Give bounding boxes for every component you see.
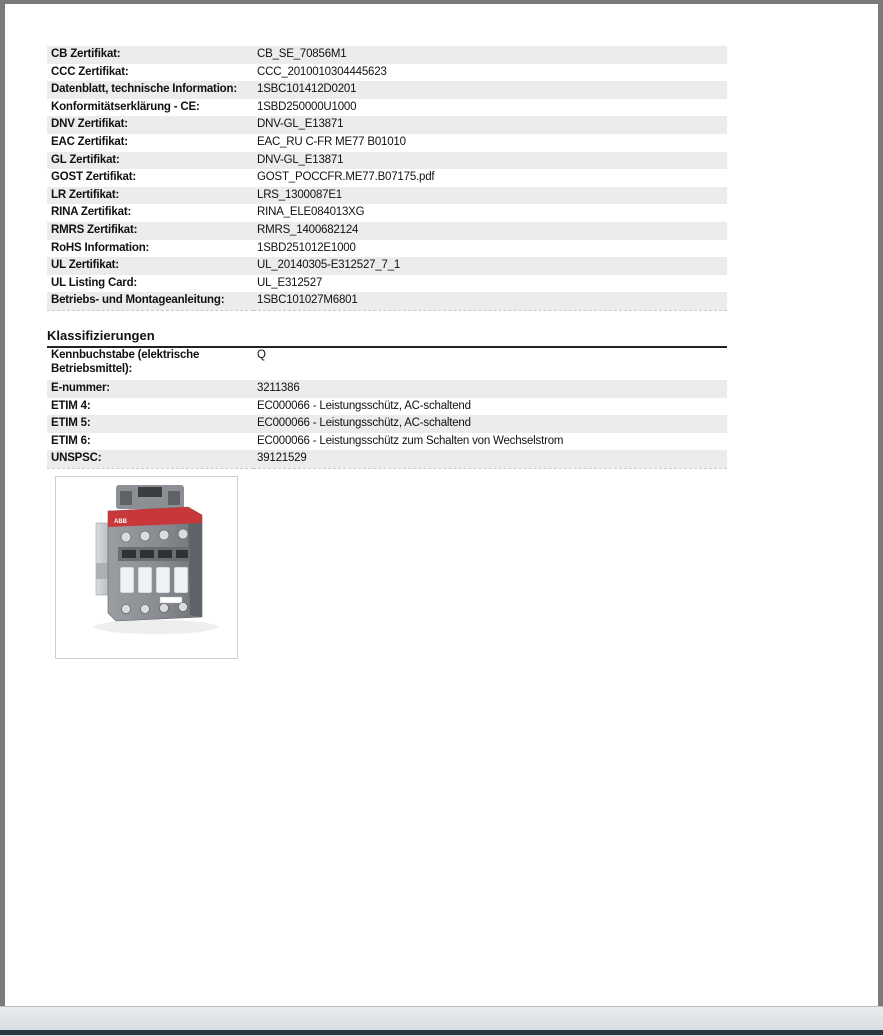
- taskbar-edge: [0, 1030, 883, 1035]
- row-label: UNSPSC:: [47, 450, 253, 468]
- table-row: [47, 348, 727, 380]
- product-image: [55, 476, 238, 659]
- table-row: [47, 46, 727, 64]
- row-value[interactable]: LRS_1300087E1: [253, 187, 727, 205]
- row-label: RoHS Information:: [47, 240, 253, 258]
- table-row: [47, 204, 727, 222]
- row-label: Datenblatt, technische Information:: [47, 81, 253, 99]
- row-label: UL Listing Card:: [47, 275, 253, 293]
- table-row: [47, 116, 727, 134]
- certificates-table: [47, 46, 727, 311]
- table-row: [47, 134, 727, 152]
- row-value[interactable]: 1SBC101412D0201: [253, 81, 727, 99]
- row-value[interactable]: UL_E312527: [253, 275, 727, 293]
- table-row: [47, 240, 727, 258]
- row-value[interactable]: GOST_POCCFR.ME77.B07175.pdf: [253, 169, 727, 187]
- row-value: EC000066 - Leistungsschütz zum Schalten von Wechselstrom: [253, 433, 727, 451]
- row-value[interactable]: RINA_ELE084013XG: [253, 204, 727, 222]
- table-row: [47, 433, 727, 451]
- table-row: [47, 415, 727, 433]
- row-value[interactable]: EAC_RU C-FR ME77 B01010: [253, 134, 727, 152]
- row-value: EC000066 - Leistungsschütz, AC-schaltend: [253, 398, 727, 416]
- table-row: [47, 398, 727, 416]
- row-label: CCC Zertifikat:: [47, 64, 253, 82]
- row-label: ETIM 5:: [47, 415, 253, 433]
- section-title: Klassifizierungen: [47, 328, 727, 348]
- table-row: [47, 64, 727, 82]
- row-value[interactable]: CB_SE_70856M1: [253, 46, 727, 64]
- table-row: [47, 152, 727, 170]
- row-label: GL Zertifikat:: [47, 152, 253, 170]
- row-value[interactable]: CCC_2010010304445623: [253, 64, 727, 82]
- row-label: E-nummer:: [47, 380, 253, 398]
- row-value[interactable]: 1SBD250000U1000: [253, 99, 727, 117]
- row-value: 3211386: [253, 380, 727, 398]
- row-value[interactable]: DNV-GL_E13871: [253, 152, 727, 170]
- table-row: [47, 81, 727, 99]
- row-label: ETIM 6:: [47, 433, 253, 451]
- document-page: [5, 4, 878, 1006]
- row-value: Q: [253, 348, 727, 380]
- table-row: [47, 275, 727, 293]
- table-row: [47, 187, 727, 205]
- table-row: [47, 380, 727, 398]
- row-label: Betriebs- und Montageanleitung:: [47, 292, 253, 310]
- row-value[interactable]: RMRS_1400682124: [253, 222, 727, 240]
- table-row: [47, 292, 727, 310]
- brand-logo: ABB: [114, 519, 127, 525]
- table-row: [47, 222, 727, 240]
- row-label: Konformitätserklärung - CE:: [47, 99, 253, 117]
- table-row: [47, 257, 727, 275]
- row-value[interactable]: 1SBC101027M6801: [253, 292, 727, 310]
- table-row: [47, 169, 727, 187]
- contactor-product-photo-icon: [56, 477, 237, 658]
- row-label: RINA Zertifikat:: [47, 204, 253, 222]
- row-label: LR Zertifikat:: [47, 187, 253, 205]
- row-label: ETIM 4:: [47, 398, 253, 416]
- table-row: [47, 99, 727, 117]
- row-value: EC000066 - Leistungsschütz, AC-schaltend: [253, 415, 727, 433]
- row-label: GOST Zertifikat:: [47, 169, 253, 187]
- row-value[interactable]: DNV-GL_E13871: [253, 116, 727, 134]
- table-row: [47, 450, 727, 468]
- row-value[interactable]: 1SBD251012E1000: [253, 240, 727, 258]
- row-label: DNV Zertifikat:: [47, 116, 253, 134]
- row-label: CB Zertifikat:: [47, 46, 253, 64]
- classification-table: [47, 348, 727, 469]
- row-value[interactable]: UL_20140305-E312527_7_1: [253, 257, 727, 275]
- row-value: 39121529: [253, 450, 727, 468]
- row-label: UL Zertifikat:: [47, 257, 253, 275]
- row-label: Kennbuchstabe (elektrische Betriebsmittel):: [47, 348, 253, 380]
- row-label: EAC Zertifikat:: [47, 134, 253, 152]
- row-label: RMRS Zertifikat:: [47, 222, 253, 240]
